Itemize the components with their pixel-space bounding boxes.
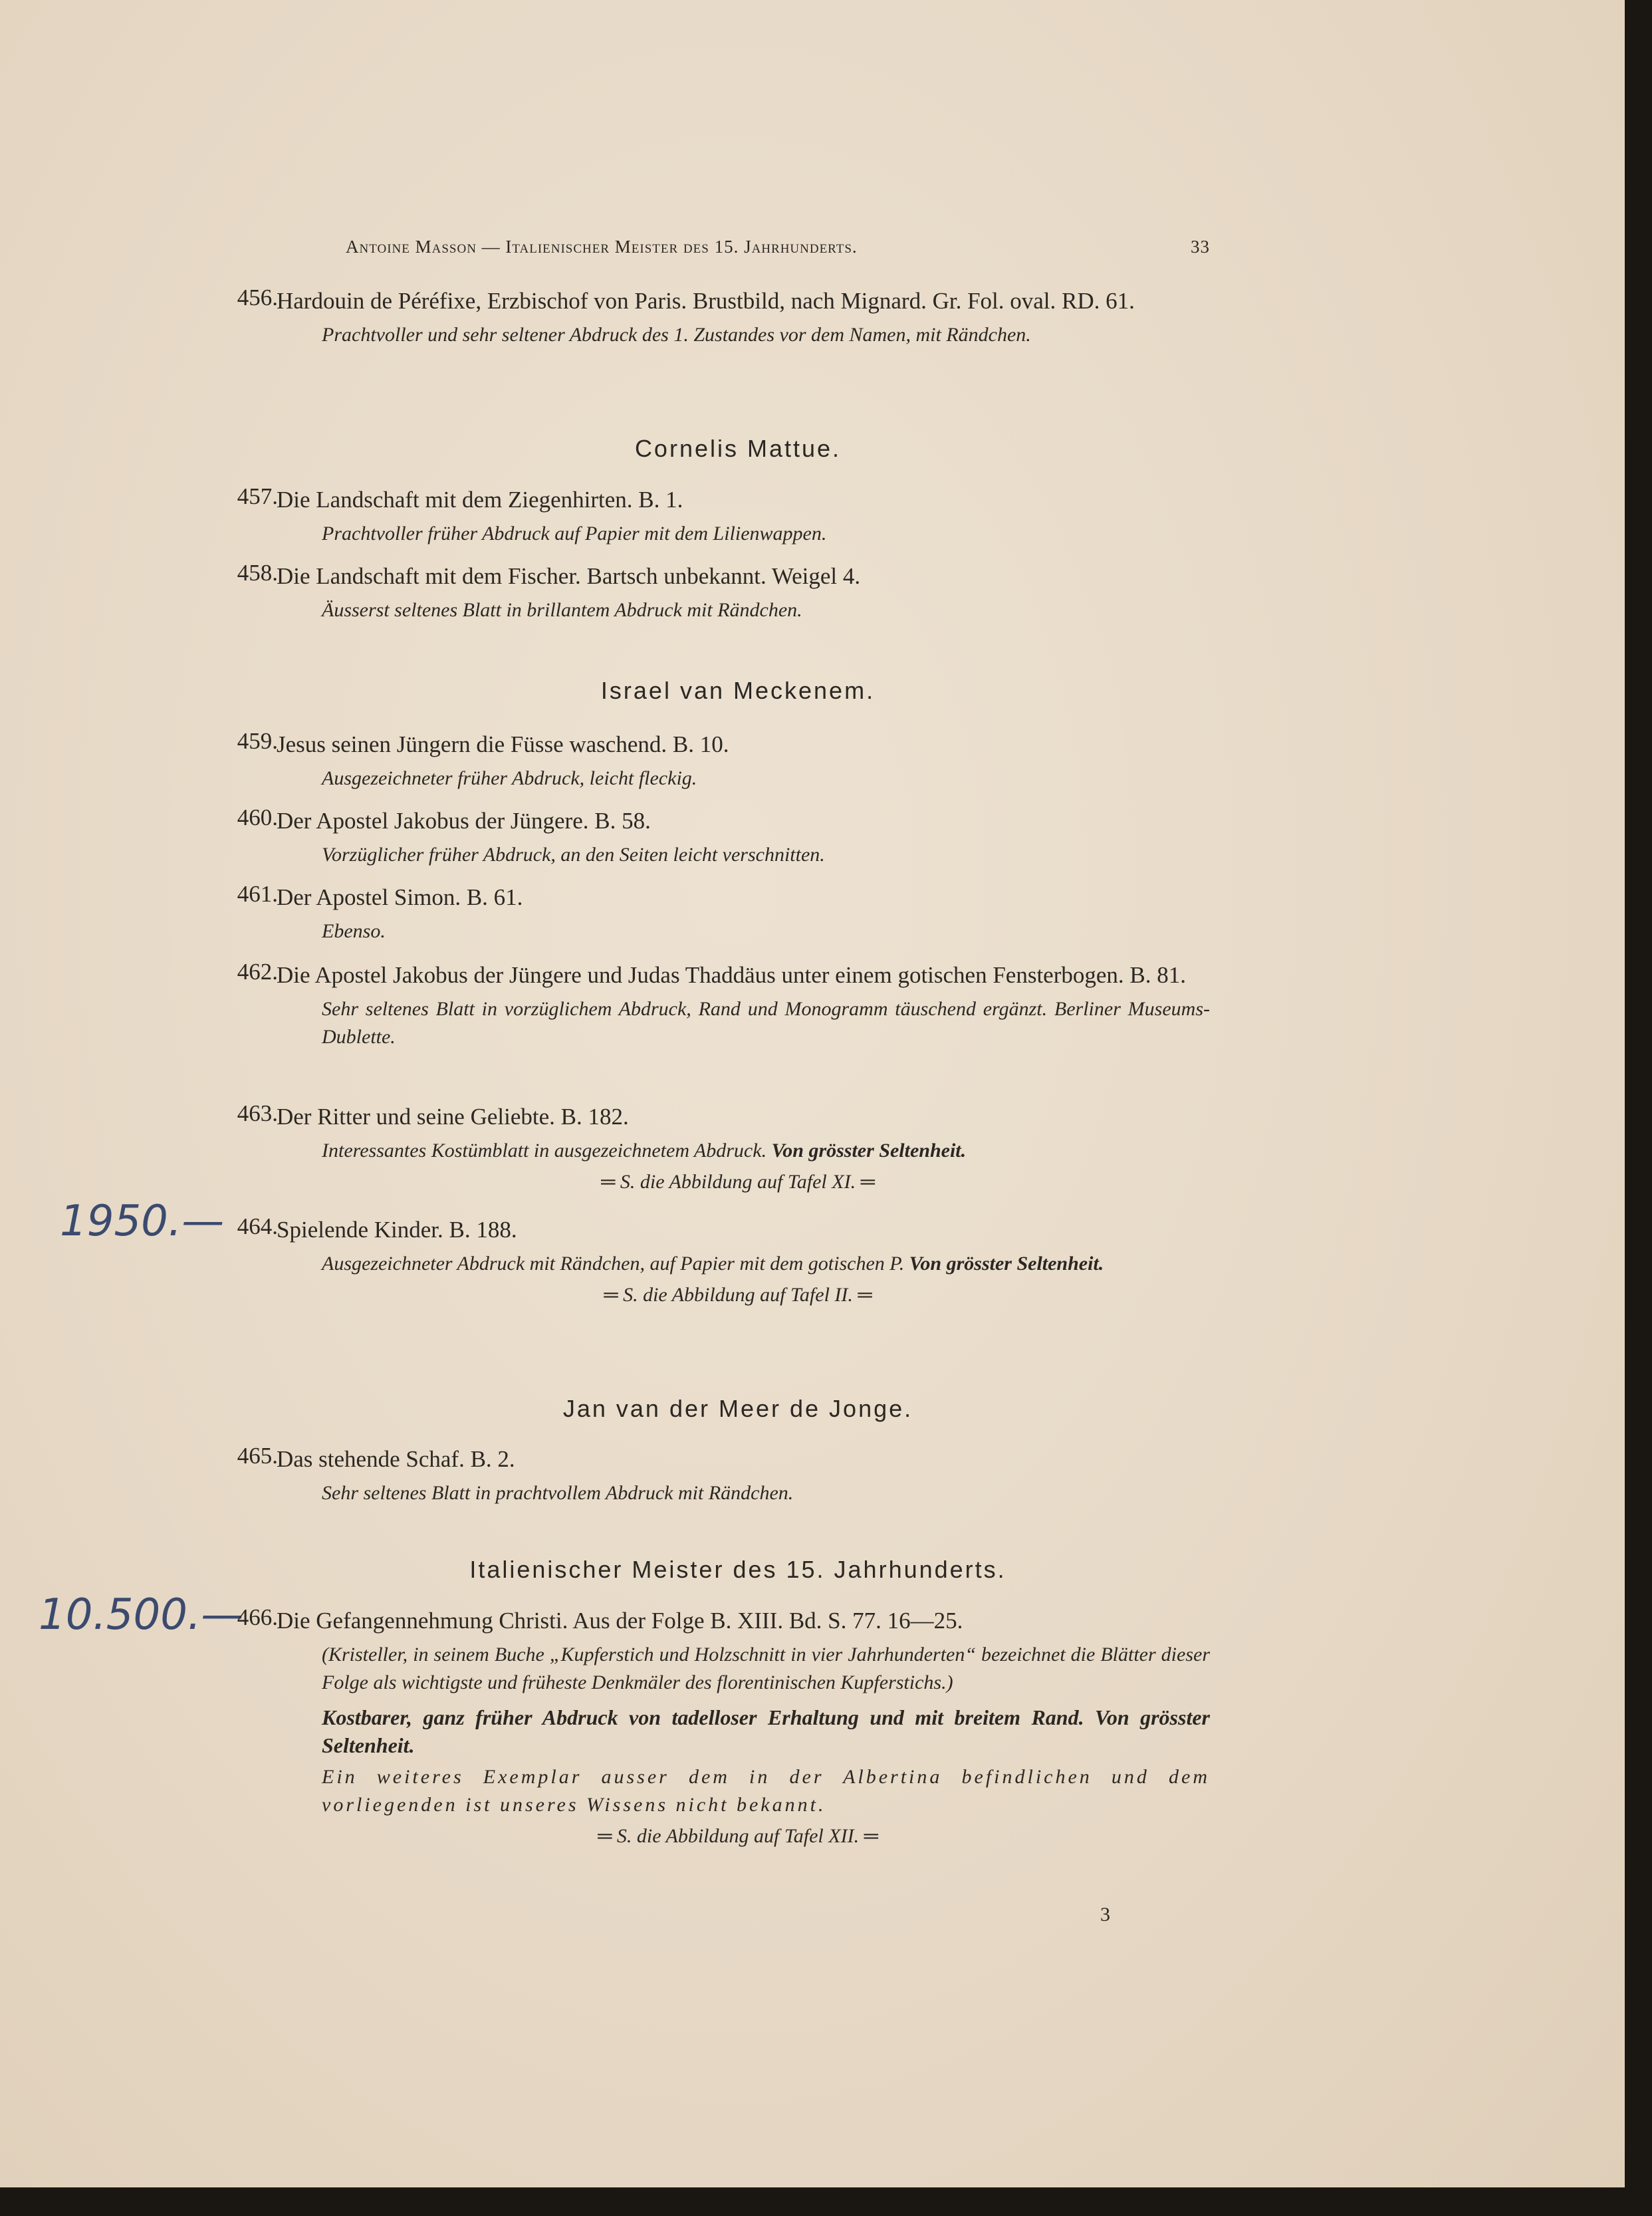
running-header (346, 237, 1210, 263)
figure-reference: ═ S. die Abbildung auf Tafel XI. ═ (601, 1171, 875, 1193)
entry-note: Vorzüglicher früher Abdruck, an den Seiten leicht verschnitten. (322, 844, 825, 866)
entry-note-text: Ausgezeichneter Abdruck mit Rändchen, auf Papier mit dem gotischen P. (322, 1253, 905, 1275)
entry-number: 462. (237, 959, 278, 985)
entry-number: 456. (237, 285, 278, 310)
section-heading-meckenem: Israel van Meckenem. (600, 677, 876, 704)
catalog-entry-457 (237, 483, 1210, 548)
entry-note: Äusserst seltenes Blatt in brillantem Abdruck mit Rändchen. (322, 599, 802, 621)
catalog-entry-462 (237, 959, 1210, 1051)
header-title: Antoine Masson — Italienischer Meister des 15. Jahrhunderts. (346, 237, 858, 257)
entry-title: Hardouin de Péréfixe, Erzbischof von Paris. Brustbild, nach Mignard. Gr. Fol. oval. RD. 61. (277, 288, 1135, 314)
entry-title: Der Apostel Jakobus der Jüngere. B. 58. (277, 808, 651, 834)
entry-note: (Kristeller, in seinem Buche „Kupferstich und Holzschnitt in vier Jahrhunderten“ bezeichnet die Blätter dieser Folge als wichtigste und früheste Denkmäler des florentinischen Kupferstichs.) (322, 1644, 1210, 1693)
catalog-entry-458 (237, 560, 1210, 624)
signature-mark: 3 (1100, 1904, 1110, 1925)
catalog-entry-456 (237, 285, 1210, 349)
entry-note: Sehr seltenes Blatt in prachtvollem Abdruck mit Rändchen. (322, 1482, 794, 1504)
section-heading-mattue: Cornelis Mattue. (634, 435, 842, 462)
entry-title: Die Apostel Jakobus der Jüngere und Judas Thaddäus unter einem gotischen Fensterbogen. B. 81. (277, 962, 1186, 988)
entry-note (266, 1137, 1210, 1165)
entry-number: 458. (237, 560, 278, 586)
catalog-entry-466 (237, 1604, 1210, 1851)
entry-title: Die Landschaft mit dem Ziegenhirten. B. 1. (277, 487, 683, 513)
entry-note: Ebenso. (322, 920, 386, 942)
catalog-entry-461 (237, 881, 1210, 945)
figure-reference: ═ S. die Abbildung auf Tafel XII. ═ (598, 1825, 878, 1847)
entry-note: Prachtvoller und sehr seltener Abdruck des 1. Zustandes vor dem Namen, mit Rändchen. (322, 324, 1031, 346)
section-heading-van-der-meer: Jan van der Meer de Jonge. (562, 1395, 913, 1422)
entry-number: 463. (237, 1100, 278, 1126)
entry-title: Die Landschaft mit dem Fischer. Bartsch unbekannt. Weigel 4. (277, 563, 861, 589)
catalog-entry-465 (237, 1443, 1210, 1507)
catalog-entry-464 (237, 1213, 1210, 1310)
entry-note-text: Interessantes Kostümblatt in ausgezeichnetem Abdruck. (322, 1140, 767, 1162)
catalog-entry-460 (237, 804, 1210, 869)
entry-note (266, 1250, 1210, 1278)
catalog-entry-459 (237, 728, 1210, 793)
entry-number: 465. (237, 1443, 278, 1469)
entry-note-emphasis: Von grösster Seltenheit. (909, 1253, 1104, 1275)
entry-title: Spielende Kinder. B. 188. (277, 1217, 517, 1243)
entry-title: Der Apostel Simon. B. 61. (277, 884, 523, 910)
entry-note: Ausgezeichneter früher Abdruck, leicht fleckig. (322, 767, 697, 789)
entry-number: 464. (237, 1213, 278, 1239)
figure-reference: ═ S. die Abbildung auf Tafel II. ═ (604, 1284, 872, 1306)
handwritten-price-466: 10.500.— (39, 1590, 244, 1640)
entry-spaced-note: Ein weiteres Exemplar ausser dem in der Albertina befindlichen und dem vorliegenden ist unseres Wissens nicht bekannt. (322, 1766, 1210, 1816)
page-number: 33 (1191, 237, 1210, 257)
entry-number: 457. (237, 483, 278, 509)
entry-number: 461. (237, 881, 278, 907)
entry-number: 459. (237, 728, 278, 754)
entry-note: Sehr seltenes Blatt in vorzüglichem Abdruck, Rand und Monogramm täuschend ergänzt. Berliner Museums-Dublette. (322, 998, 1210, 1048)
catalog-entry-463 (237, 1100, 1210, 1197)
entry-title: Der Ritter und seine Geliebte. B. 182. (277, 1104, 629, 1130)
section-heading-italienischer-meister: Italienischer Meister des 15. Jahrhunderts. (469, 1556, 1006, 1583)
entry-note: Prachtvoller früher Abdruck auf Papier mit dem Lilienwappen. (322, 523, 827, 545)
entry-note-emphasis: Von grösster Seltenheit. (771, 1140, 967, 1162)
entry-title: Jesus seinen Jüngern die Füsse waschend. B. 10. (277, 731, 729, 757)
handwritten-price-464: 1950.— (60, 1197, 225, 1246)
entry-bold-note: Kostbarer, ganz früher Abdruck von tadelloser Erhaltung und mit breitem Rand. Von grösster Seltenheit. (322, 1705, 1210, 1757)
entry-number: 466. (237, 1604, 278, 1630)
entry-title: Die Gefangennehmung Christi. Aus der Folge B. XIII. Bd. S. 77. 16—25. (277, 1608, 963, 1634)
entry-number: 460. (237, 804, 278, 830)
entry-title: Das stehende Schaf. B. 2. (277, 1446, 515, 1472)
